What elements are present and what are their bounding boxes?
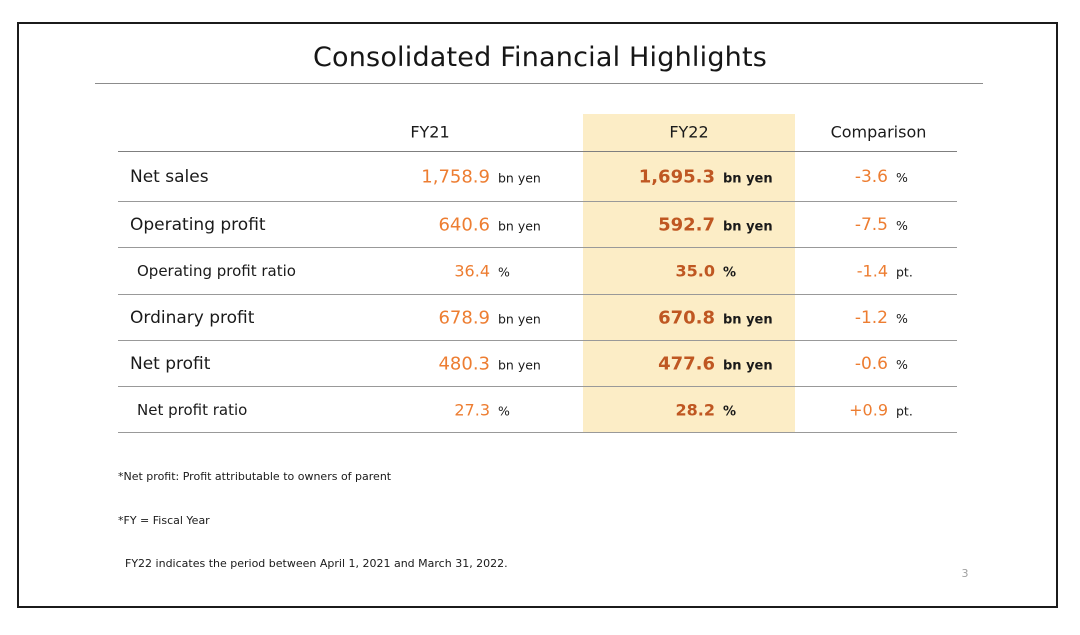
comparison-value: -1.4 xyxy=(856,261,888,281)
table-row-net-profit-ratio xyxy=(118,387,957,433)
footnote-line: *FY = Fiscal Year xyxy=(118,513,210,527)
footnote-line: *Net profit: Profit attributable to owners of parent xyxy=(118,470,392,483)
fy21-cell xyxy=(330,353,541,374)
comparison-unit: pt. xyxy=(896,264,913,280)
comparison-value: -0.6 xyxy=(854,353,888,374)
fy21-value: 27.3 xyxy=(454,400,490,419)
table-row-operating-profit-ratio xyxy=(118,248,957,295)
row-label: Net sales xyxy=(130,166,209,187)
row-label: Ordinary profit xyxy=(130,307,255,328)
fy21-value: 1,758.9 xyxy=(421,166,490,187)
row-label: Net profit xyxy=(130,353,211,374)
table-row-operating-profit xyxy=(118,202,957,248)
table-row-ordinary-profit xyxy=(118,295,957,341)
comparison-cell xyxy=(752,400,913,419)
fy22-unit: bn yen xyxy=(723,312,773,327)
comparison-unit: pt. xyxy=(896,403,913,418)
fy22-cell xyxy=(555,353,773,374)
fy22-cell xyxy=(555,166,773,187)
comparison-unit: % xyxy=(896,169,908,185)
fy22-unit: bn yen xyxy=(723,358,773,373)
comparison-cell xyxy=(752,262,913,281)
fy22-cell xyxy=(555,400,736,419)
table-row-net-sales xyxy=(118,152,957,202)
comparison-cell xyxy=(752,215,908,235)
column-header-fy21: FY21 xyxy=(410,122,450,142)
table-row-net-profit xyxy=(118,341,957,387)
fy21-cell xyxy=(330,214,541,235)
fy22-value: 35.0 xyxy=(675,261,715,281)
comparison-value: +0.9 xyxy=(849,400,888,419)
fy21-unit: % xyxy=(498,403,510,418)
footnotes xyxy=(118,441,508,601)
comparison-value: -7.5 xyxy=(854,214,888,235)
fy21-unit: bn yen xyxy=(498,170,541,185)
fy22-unit: bn yen xyxy=(723,171,773,186)
table-header-row xyxy=(118,113,957,152)
fy21-unit: bn yen xyxy=(498,311,541,326)
column-header-fy22: FY22 xyxy=(669,122,709,142)
comparison-unit: % xyxy=(896,310,908,326)
fy22-unit: % xyxy=(723,265,737,281)
comparison-cell xyxy=(752,167,908,187)
slide-title: Consolidated Financial Highlights xyxy=(312,42,768,73)
title-underline xyxy=(95,83,983,84)
column-header-comparison: Comparison xyxy=(830,122,927,142)
fy21-unit: % xyxy=(498,264,510,280)
comparison-unit: % xyxy=(896,217,908,233)
comparison-value: -3.6 xyxy=(854,166,888,187)
fy21-unit: bn yen xyxy=(498,218,541,233)
fy21-value: 480.3 xyxy=(438,353,490,374)
footnote-line: FY22 indicates the period between April 1, 2021 and March 31, 2022. xyxy=(118,557,508,570)
fy21-cell xyxy=(330,400,510,419)
comparison-cell xyxy=(752,308,908,328)
fy21-value: 640.6 xyxy=(438,214,490,235)
fy22-cell xyxy=(555,214,773,235)
fy22-value: 1,695.3 xyxy=(638,166,715,187)
fy21-value: 678.9 xyxy=(438,307,490,328)
row-label: Net profit ratio xyxy=(137,400,248,419)
fy21-value: 36.4 xyxy=(454,261,490,281)
fy21-unit: bn yen xyxy=(498,357,541,372)
comparison-cell xyxy=(752,354,908,374)
comparison-unit: % xyxy=(896,356,908,372)
fy22-value: 592.7 xyxy=(658,214,715,235)
comparison-value: -1.2 xyxy=(854,307,888,328)
fy22-cell xyxy=(555,262,736,281)
fy22-cell xyxy=(555,307,773,328)
fy22-unit: % xyxy=(723,404,737,419)
fy21-cell xyxy=(330,262,510,281)
fy22-value: 670.8 xyxy=(658,307,715,328)
fy22-unit: bn yen xyxy=(723,219,773,234)
page-number: 3 xyxy=(961,567,969,580)
fy21-cell xyxy=(330,166,541,187)
row-label: Operating profit ratio xyxy=(137,262,296,280)
fy21-cell xyxy=(330,307,541,328)
row-label: Operating profit xyxy=(130,214,266,235)
fy22-value: 477.6 xyxy=(658,353,715,374)
fy22-value: 28.2 xyxy=(675,400,715,419)
